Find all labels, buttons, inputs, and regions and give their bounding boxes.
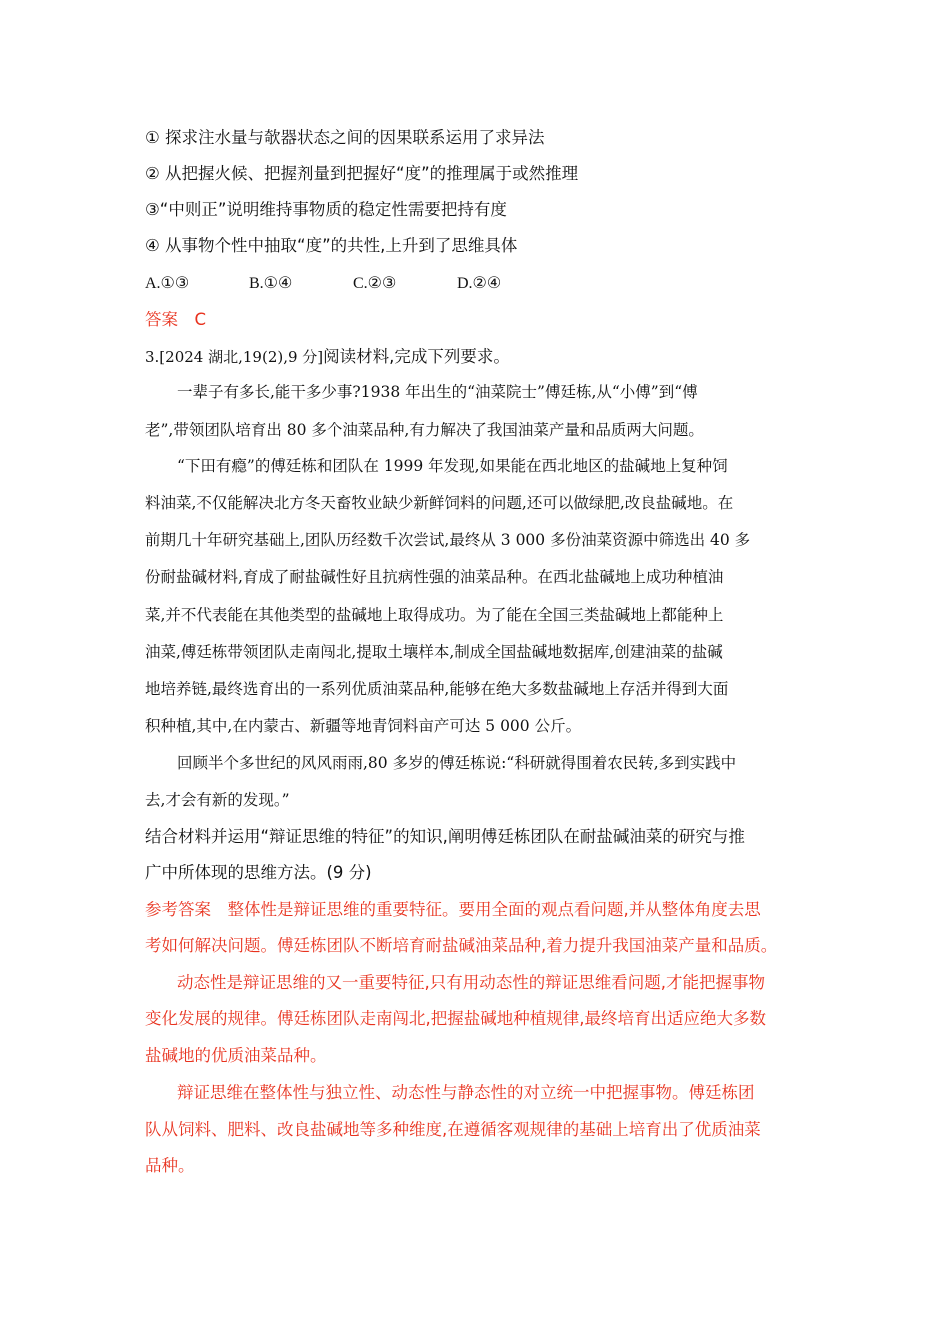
- material-line-7: 菜,并不代表能在其他类型的盐碱地上取得成功。为了能在全国三类盐碱地上都能种上: [145, 606, 724, 624]
- q3-header: [145, 345, 810, 369]
- material-line-2: 老”,带领团队培育出 80 多个油菜品种,有力解决了我国油菜产量和品质两大问题。: [145, 421, 704, 439]
- q3-prompt: 阅读材料,完成下列要求。: [323, 347, 510, 366]
- material-line-11: 回顾半个多世纪的风风雨雨,80 多岁的傅廷栋说:“科研就得围着农民转,多到实践中: [177, 754, 737, 772]
- option-b: B.①④: [249, 275, 293, 292]
- statement-4: ④ 从事物个性中抽取“度”的共性,上升到了思维具体: [145, 236, 518, 255]
- material-line-6: 份耐盐碱材料,育成了耐盐碱性好且抗病性强的油菜品种。在西北盐碱地上成功种植油: [145, 568, 724, 586]
- answer-line-8: 品种。: [145, 1156, 195, 1175]
- option-c: C.②③: [353, 275, 397, 292]
- material-line-10: 积种植,其中,在内蒙古、新疆等地青饲料亩产可达 5 000 公斤。: [145, 717, 582, 735]
- material-line-1: 一辈子有多长,能干多少事?1938 年出生的“油菜院士”傅廷栋,从“小傅”到“傅: [177, 383, 698, 401]
- material-line-5: 前期几十年研究基础上,团队历经数千次尝试,最终从 3 000 多份油菜资源中筛选出 40 多: [145, 531, 751, 549]
- answer-line-6: 辩证思维在整体性与独立性、动态性与静态性的对立统一中把握事物。傅廷栋团: [177, 1083, 755, 1102]
- answer-line-5: 盐碱地的优质油菜品种。: [145, 1046, 327, 1065]
- answer-line-3: 动态性是辩证思维的又一重要特征,只有用动态性的辩证思维看问题,才能把握事物: [177, 973, 765, 992]
- material-line-3: “下田有瘾”的傅廷栋和团队在 1999 年发现,如果能在西北地区的盐碱地上复种饲: [177, 457, 728, 475]
- answer-line-7: 队从饲料、肥料、改良盐碱地等多种维度,在遵循客观规律的基础上培育出了优质油菜: [145, 1120, 761, 1139]
- answer-q2: 答案 C: [145, 310, 207, 329]
- option-d: D.②④: [457, 275, 502, 292]
- statement-2: ② 从把握火候、把握剂量到把握好“度”的推理属于或然推理: [145, 164, 579, 183]
- answer-line-4: 变化发展的规律。傅廷栋团队走南闯北,把握盐碱地种植规律,最终培育出适应绝大多数: [145, 1009, 766, 1028]
- statement-3: ③“中则正”说明维持事物质的稳定性需要把持有度: [145, 200, 507, 219]
- option-a: A.①③: [145, 275, 190, 292]
- material-line-4: 料油菜,不仅能解决北方冬天畜牧业缺少新鲜饲料的问题,还可以做绿肥,改良盐碱地。在: [145, 494, 734, 512]
- material-line-8: 油菜,傅廷栋带领团队走南闯北,提取土壤样本,制成全国盐碱地数据库,创建油菜的盐碱: [145, 643, 723, 661]
- task-line-1: 结合材料并运用“辩证思维的特征”的知识,阐明傅廷栋团队在耐盐碱油菜的研究与推: [145, 827, 745, 846]
- task-line-2: 广中所体现的思维方法。(9 分): [145, 863, 372, 882]
- answer-line-1: 参考答案 整体性是辩证思维的重要特征。要用全面的观点看问题,并从整体角度去思: [145, 900, 761, 919]
- material-line-12: 去,才会有新的发现。”: [145, 791, 290, 809]
- answer-line-2: 考如何解决问题。傅廷栋团队不断培育耐盐碱油菜品种,着力提升我国油菜产量和品质。: [145, 936, 778, 955]
- material-line-9: 地培养链,最终选育出的一系列优质油菜品种,能够在绝大多数盐碱地上存活并得到大面: [145, 680, 729, 698]
- statement-1: ① 探求注水量与欹器状态之间的因果联系运用了求异法: [145, 128, 545, 147]
- options-row: [145, 271, 810, 296]
- q3-source: 3.[2024 湖北,19(2),9 分]: [145, 348, 324, 366]
